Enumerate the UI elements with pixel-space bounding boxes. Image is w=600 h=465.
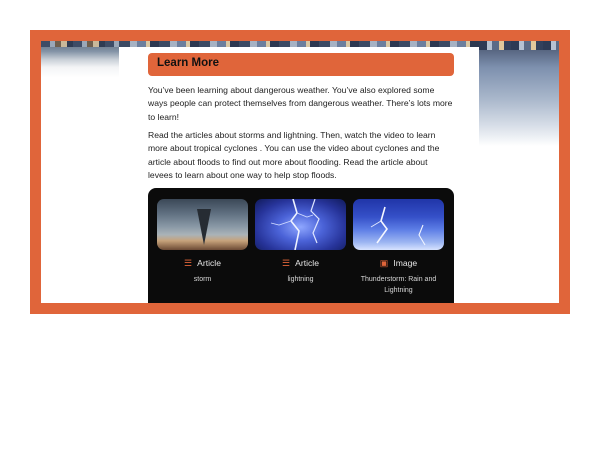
banner-photo-left — [41, 41, 119, 303]
list-icon: ☰ — [282, 258, 291, 268]
resource-card-storm[interactable] — [157, 199, 248, 283]
resource-card-thunderstorm[interactable] — [353, 199, 444, 294]
list-icon: ☰ — [184, 258, 193, 268]
lesson-screen — [41, 41, 559, 303]
resource-cards — [148, 188, 454, 303]
resource-card-lightning[interactable] — [255, 199, 346, 283]
orange-frame — [30, 30, 570, 314]
intro-paragraph: You’ve been learning about dangerous weather. You’ve also explored some ways people can protect themselves from dangerous weather. There’s lots more to learn! — [148, 85, 453, 122]
lightning-bolt-graphic — [255, 199, 346, 250]
tornado-thumbnail[interactable] — [157, 199, 248, 250]
section-header — [148, 53, 454, 76]
banner-photo-top — [119, 41, 479, 47]
section-title: Learn More — [157, 57, 219, 69]
lightning-thumbnail[interactable] — [255, 199, 346, 250]
banner-photo-right — [479, 41, 559, 146]
lightning-bolt-graphic — [353, 199, 444, 250]
card-type-label: Article — [197, 258, 221, 268]
card-title[interactable]: lightning — [287, 276, 314, 283]
card-title[interactable]: storm — [193, 276, 212, 283]
learn-more-section — [148, 53, 454, 303]
card-title[interactable]: Thunderstorm: Rain and Lightning — [360, 276, 437, 294]
card-type-label: Image — [393, 258, 418, 268]
card-type-label: Article — [295, 258, 319, 268]
instructions-paragraph: Read the articles about storms and lightning. Then, watch the video to learn more about tropical cyclones . You can use the video about cyclones and the article about floods to find out more about flooding. Read the article about levees to learn about one way to help stop floods. — [148, 130, 440, 180]
lightning-rain-thumbnail[interactable] — [353, 199, 444, 250]
image-icon: ▣ — [379, 258, 389, 268]
